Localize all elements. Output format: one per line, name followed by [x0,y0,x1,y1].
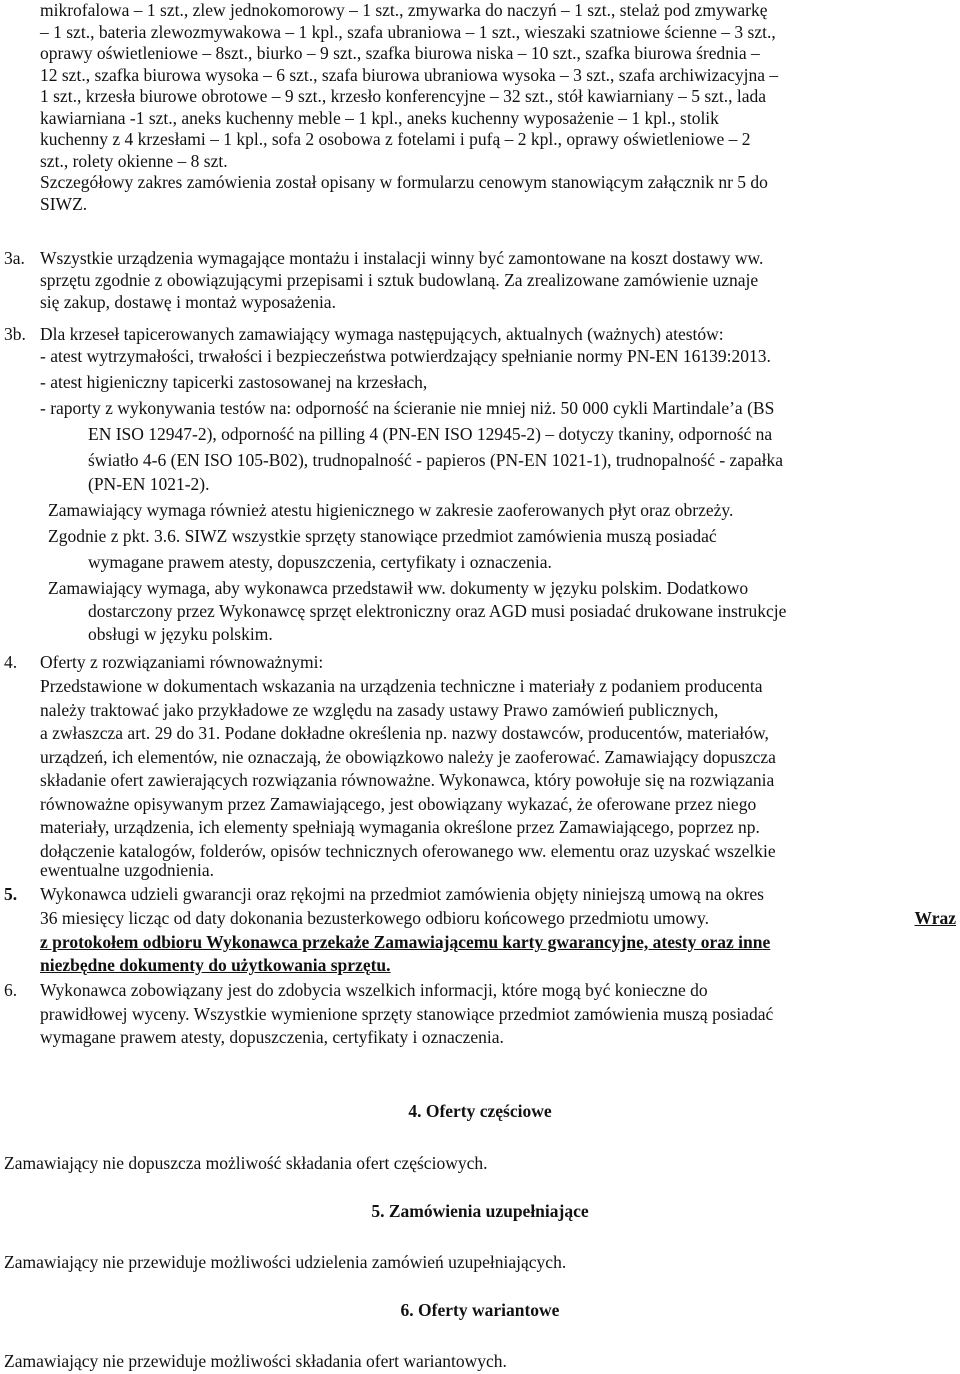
text-line: obsługi w języku polskim. [88,624,273,644]
text-line: Zgodnie z pkt. 3.6. SIWZ wszystkie sprzęty stanowiące przedmiot zamówienia muszą posiadać [48,526,717,546]
item-number-6: 6. [4,980,18,1000]
handover-emphasis: Wraz [914,908,956,928]
item-6-last-line [40,1027,956,1049]
text-line: SIWZ. [40,193,88,214]
text-line: sprzętu zgodnie z obowiązującymi przepisami i sztuk budowlaną. Za zrealizowane zamówienie uznaje [40,270,759,290]
section-text-supplementary-orders: Zamawiający nie przewiduje możliwości udzielenia zamówień uzupełniających. [4,1252,567,1272]
item-4-last-line [40,860,956,882]
text-line: dołączenie katalogów, folderów, opisów technicznych oferowanego ww. elementu oraz uzyskać wszelkie [40,840,776,861]
text-line: szt., rolety okienne – 8 szt. [40,150,228,171]
handover-emphasis: niezbędne dokumenty do użytkowania sprzętu. [40,955,391,975]
text-line: należy traktować jako przykładowe ze względu na zasady ustawy Prawo zamówień publicznych, [40,699,719,720]
item-3a-paragraph [40,248,956,270]
handover-emphasis: z protokołem odbioru Wykonawca przekaże Zamawiającemu karty gwarancyjne, atesty oraz inne [40,932,771,952]
text-line: Zamawiający wymaga również atestu higienicznego w zakresie zaoferowanych płyt oraz obrzeży. [48,500,734,520]
item-5-line4 [40,955,956,977]
item-5-line2 [40,908,956,930]
item-5-paragraph [40,884,956,908]
text-line: - raporty z wykonywania testów na: odporność na ścieranie nie mniej niż. 50 000 cykli Martindale’a (BS [40,398,775,418]
text-line: Wykonawca udzieli gwarancji oraz rękojmi na przedmiot zamówienia objęty niniejszą umową na okres [40,884,764,904]
section-heading-partial-offers: 4. Oferty częściowe [408,1101,552,1121]
text-line: urządzeń, ich elementów, nie oznaczają, że obowiązkowo należy je zaoferować. Zamawiający dopuszcza [40,746,776,767]
section-heading-supplementary-orders: 5. Zamówienia uzupełniające [371,1201,589,1221]
polish-documents-last [88,624,956,646]
text-line: się zakup, dostawę i montaż wyposażenia. [40,291,336,312]
polish-documents-continuation [88,601,956,623]
text-line: mikrofalowa – 1 szt., zlew jednokomorowy – 1 szt., zmywarka do naczyń – 1 szt., stelaż pod zmywarkę [40,0,768,20]
text-line: oprawy oświetleniowe – 8szt., biurko – 9 szt., szafka biurowa niska – 10 szt., szafka biurowa średnia – [40,43,760,63]
siwz-reference-continuation [88,552,956,574]
item-3b-intro [40,324,956,346]
item-3a-continuation [40,270,956,313]
text-line: kawiarniana -1 szt., aneks kuchenny meble – 1 kpl., aneks kuchenny wyposażenie – 1 kpl., stolik [40,107,719,128]
text-line: wymagane prawem atesty, dopuszczenia, certyfikaty i oznaczenia. [88,552,552,572]
text-line: – 1 szt., bateria zlewozmywakowa – 1 kpl., szafa ubraniowa – 1 szt., wieszaki szatniowe ścienne – 3 szt., [40,21,776,42]
text-line: dostarczony przez Wykonawcę sprzęt elektroniczny oraz AGD musi posiadać drukowane instrukcje [88,601,787,621]
item-number-5: 5. [4,884,18,904]
text-line: wymagane prawem atesty, dopuszczenia, certyfikaty i oznaczenia. [40,1027,504,1047]
text-line: światło 4-6 (EN ISO 105-B02), trudnopalność - papieros (PN-EN 1021-1), trudnopalność - zapałka [88,449,783,470]
text-line: Dla krzeseł tapicerowanych zamawiający wymaga następujących, aktualnych (ważnych) atestów: [40,324,724,344]
text-line: równoważne opisywanym przez Zamawiającego, jest obowiązany wykazać, że oferowane przez niego [40,793,757,814]
text-line: a zwłaszcza art. 29 do 31. Podane dokładne określenia np. nazwy dostawców, producentów, materiałów, [40,723,769,743]
item-6-paragraph [40,980,956,1027]
item-4-paragraph [40,676,956,864]
text-line: Przedstawione w dokumentach wskazania na urządzenia techniczne i materiały z podaniem producenta [40,676,763,696]
text-line: (PN-EN 1021-2). [88,474,210,494]
item-number-3a: 3a. [4,248,25,268]
text-line: prawidłowej wyceny. Wszystkie wymienione sprzęty stanowiące przedmiot zamówienia muszą posiadać [40,1003,774,1024]
text-line: Oferty z rozwiązaniami równoważnymi: [40,652,324,672]
attest-hygiene-bullet [40,372,956,394]
item-number-4: 4. [4,652,18,672]
warranty-period-text: 36 miesięcy licząc od daty dokonania bezusterkowego odbioru końcowego przedmiotu umowy. [40,908,710,928]
item-number-3b: 3b. [4,324,26,344]
text-line: Szczegółowy zakres zamówienia został opisany w formularzu cenowym stanowiącym załącznik nr 5 do [40,172,768,192]
section-text-partial-offers: Zamawiający nie dopuszcza możliwość składania ofert częściowych. [4,1153,488,1173]
item-5-line3 [40,932,956,954]
text-line: Wykonawca zobowiązany jest do zdobycia wszelkich informacji, które mogą być konieczne do [40,980,708,1000]
text-line: kuchenny z 4 krzesłami – 1 kpl., sofa 2 osobowa z fotelami i pufą – 2 kpl., oprawy oświetleniowe – 2 [40,129,751,149]
board-hygiene-note [48,500,956,522]
test-reports-bullet [40,398,956,420]
item-4-title [40,652,956,674]
text-line: - atest higieniczny tapicerki zastosowanej na krzesłach, [40,372,428,392]
text-line: Zamawiający wymaga, aby wykonawca przedstawił ww. dokumenty w języku polskim. Dodatkowo [48,578,749,598]
text-line: składanie ofert zawierających rozwiązania równoważne. Wykonawca, który powołuje się na rozwiązania [40,770,775,790]
polish-documents-note [48,578,956,600]
section-heading-variant-offers: 6. Oferty wariantowe [400,1300,560,1320]
text-line: 1 szt., krzesła biurowe obrotowe – 9 szt., krzesło konferencyjne – 32 szt., stół kawiarniany – 5 szt., lada [40,86,767,106]
text-line: EN ISO 12947-2), odporność na pilling 4 (PN-EN ISO 12945-2) – dotyczy tkaniny, odporność na [88,424,773,444]
text-line [40,908,956,930]
siwz-reference-note [48,526,956,548]
text-line: 12 szt., szafka biurowa wysoka – 6 szt., szafa biurowa ubraniowa wysoka – 3 szt., szafa archiwizacyjna – [40,64,779,85]
test-reports-continuation [88,424,956,475]
equipment-list-paragraph [40,0,956,215]
text-line: - atest wytrzymałości, trwałości i bezpieczeństwa potwierdzający spełnianie normy PN-EN 16139:2013. [40,346,771,366]
section-text-variant-offers: Zamawiający nie przewiduje możliwości składania ofert wariantowych. [4,1351,507,1371]
test-reports-last [88,474,956,496]
attest-strength-bullet [40,346,956,368]
text-line: ewentualne uzgodnienia. [40,860,214,880]
text-line: Wszystkie urządzenia wymagające montażu i instalacji winny być zamontowane na koszt dostawy ww. [40,248,764,268]
text-line: materiały, urządzenia, ich elementy spełniają wymagania określone przez Zamawiającego, poprzez np. [40,817,760,837]
